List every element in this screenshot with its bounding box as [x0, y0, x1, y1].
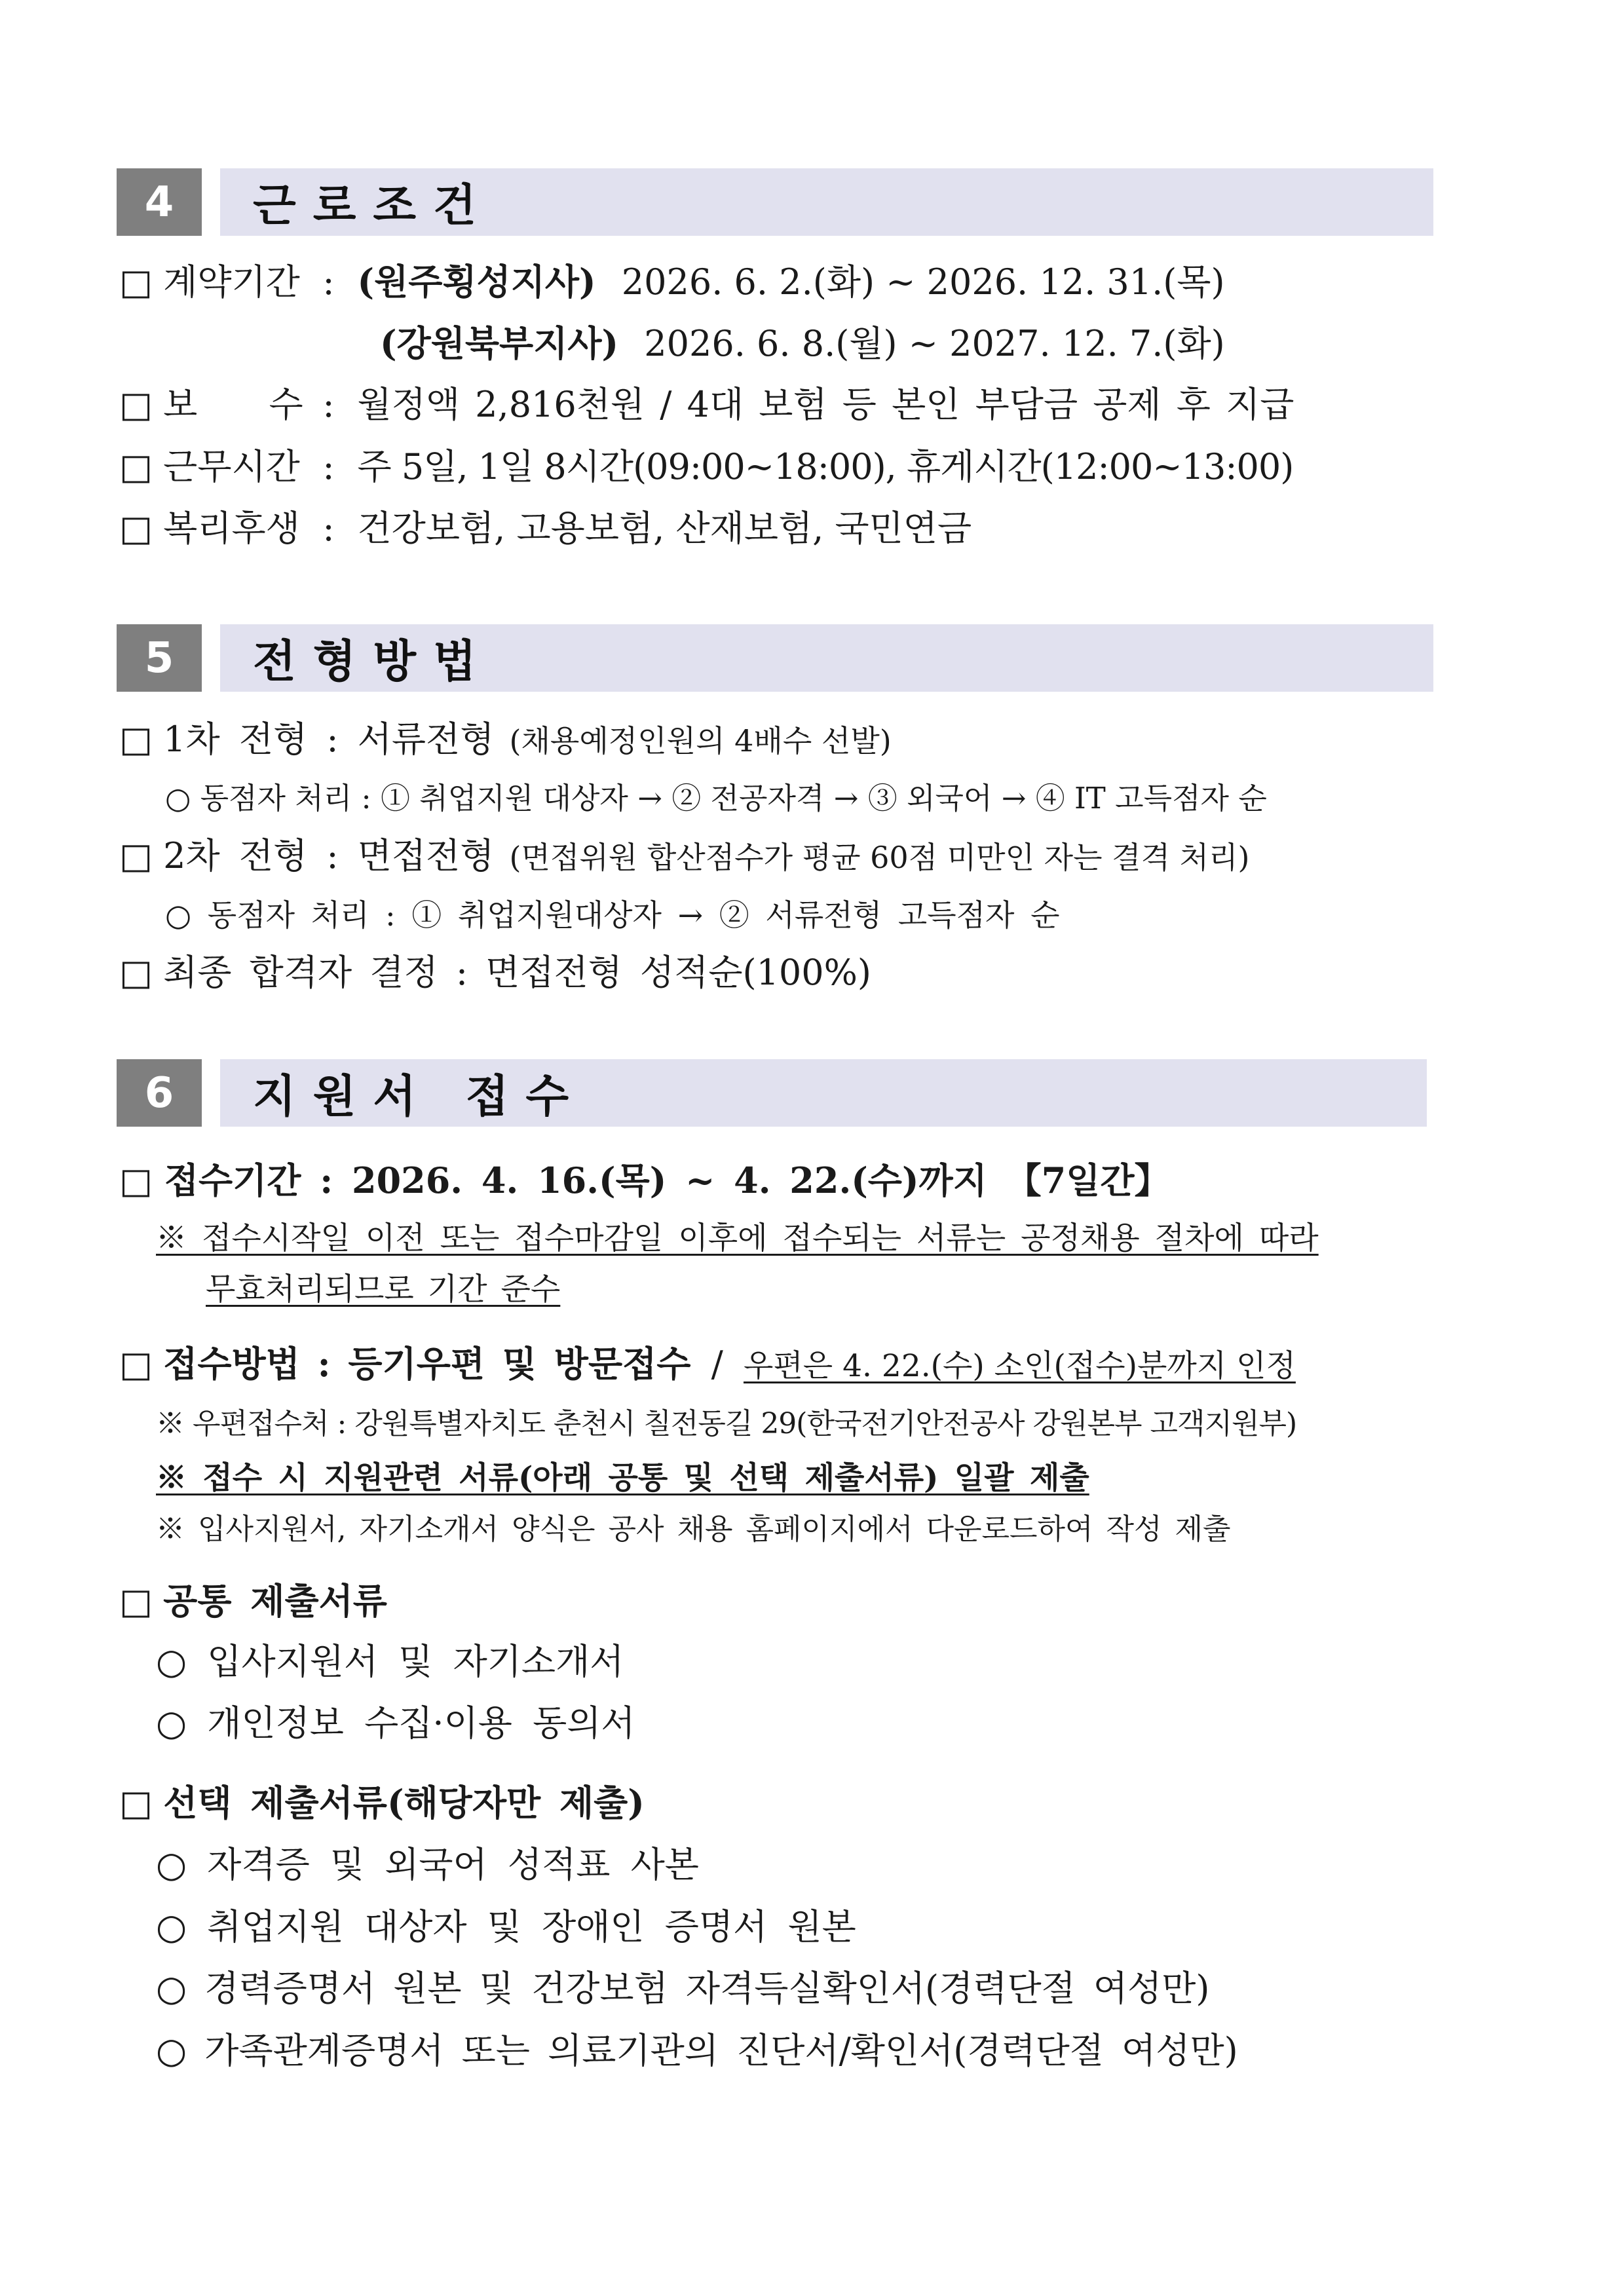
submit-note: ※ 접수 시 지원관련 서류(아래 공통 및 선택 제출서류) 일괄 제출	[156, 1460, 1089, 1496]
section-number: 6	[117, 1059, 202, 1127]
checkbox-icon: □	[119, 384, 153, 425]
checkbox-icon: □	[119, 446, 153, 487]
final-line	[119, 952, 871, 993]
colon: :	[322, 261, 335, 303]
welfare-label: 복리후생	[163, 508, 300, 549]
optional-docs-label: 선택 제출서류(해당자만 제출)	[163, 1782, 645, 1824]
period-wonju: 2026. 6. 2.(화) ~ 2026. 12. 31.(목)	[621, 261, 1225, 303]
salary-value: 월정액 2,816천원 / 4대 보험 등 본인 부담금 공제 후 지급	[357, 384, 1294, 425]
first-stage-label: 1차 전형 : 서류전형	[163, 719, 495, 760]
list-item: ○ 자격증 및 외국어 성적표 사본	[156, 1844, 699, 1885]
period-note-2: 무효처리되므로 기간 준수	[206, 1271, 561, 1307]
colon: :	[322, 508, 335, 549]
hours-line	[119, 446, 1294, 487]
checkbox-icon: □	[119, 835, 153, 876]
second-stage-tie: ○ 동점자 처리 : ① 취업지원대상자 → ② 서류전형 고득점자 순	[165, 897, 1060, 933]
checkbox-icon: □	[119, 719, 153, 760]
hours-label: 근무시간	[163, 446, 300, 487]
contract-label: 계약기간	[163, 261, 300, 303]
section-title: 지원서 접수	[220, 1059, 1427, 1127]
period-line	[119, 1159, 1170, 1201]
form-note: ※ 입사지원서, 자기소개서 양식은 공사 채용 홈페이지에서 다운로드하여 작성 제출	[156, 1512, 1231, 1546]
welfare-line	[119, 508, 972, 549]
separator: /	[711, 1343, 723, 1385]
salary-label: 보 수	[163, 384, 303, 425]
postal-deadline: 우편은 4. 22.(수) 소인(접수)분까지 인정	[743, 1348, 1296, 1384]
second-stage-detail: (면접위원 합산점수가 평균 60점 미만인 자는 결격 처리)	[509, 840, 1250, 875]
first-stage-line	[119, 719, 892, 760]
address-note: ※ 우편접수처 : 강원특별자치도 춘천시 칠전동길 29(한국전기안전공사 강원본부 고객지원부)	[156, 1407, 1297, 1440]
method-line	[119, 1343, 1296, 1385]
optional-docs-title	[119, 1782, 645, 1824]
checkbox-icon: □	[119, 508, 153, 549]
hours-value: 주 5일, 1일 8시간(09:00~18:00), 휴게시간(12:00~13:00)	[357, 446, 1294, 487]
list-item: ○ 개인정보 수집·이용 동의서	[156, 1702, 635, 1744]
period-note-1: ※ 접수시작일 이전 또는 접수마감일 이후에 접수되는 서류는 공정채용 절차에 따라	[156, 1220, 1319, 1256]
branch-north: (강원북부지사)	[380, 322, 619, 364]
contract-line-2	[380, 322, 1225, 364]
checkbox-icon: □	[119, 1782, 153, 1824]
section-number: 4	[117, 168, 202, 236]
colon: :	[322, 446, 335, 487]
section-title: 근로조건	[220, 168, 1433, 236]
contract-line-1	[119, 261, 1225, 303]
list-item: ○ 입사지원서 및 자기소개서	[156, 1641, 624, 1682]
second-stage-line	[119, 835, 1250, 876]
checkbox-icon: □	[119, 1581, 153, 1622]
period-text: 접수기간 : 2026. 4. 16.(목) ~ 4. 22.(수)까지 【7일간】	[164, 1159, 1170, 1201]
checkbox-icon: □	[119, 1160, 153, 1201]
first-stage-tie: ○ 동점자 처리 : ① 취업지원 대상자 → ② 전공자격 → ③ 외국어 → ④ IT 고득점자 순	[165, 781, 1267, 816]
section-title: 전형방법	[220, 624, 1433, 692]
checkbox-icon: □	[119, 261, 153, 303]
common-docs-label: 공통 제출서류	[163, 1580, 387, 1622]
final-label: 최종 합격자 결정 : 면접전형 성적순(100%)	[163, 952, 871, 993]
checkbox-icon: □	[119, 952, 153, 993]
second-stage-label: 2차 전형 : 면접전형	[163, 835, 495, 876]
salary-line	[119, 384, 1294, 425]
common-docs-title	[119, 1580, 387, 1622]
period-north: 2026. 6. 8.(월) ~ 2027. 12. 7.(화)	[644, 323, 1225, 364]
branch-wonju: (원주횡성지사)	[357, 261, 596, 303]
list-item: ○ 가족관계증명서 또는 의료기관의 진단서/확인서(경력단절 여성만)	[156, 2030, 1238, 2071]
first-stage-detail: (채용예정인원의 4배수 선발)	[509, 723, 892, 759]
method-text: 접수방법 : 등기우편 및 방문접수	[163, 1343, 691, 1385]
welfare-value: 건강보험, 고용보험, 산재보험, 국민연금	[357, 508, 972, 549]
list-item: ○ 경력증명서 원본 및 건강보험 자격득실확인서(경력단절 여성만)	[156, 1968, 1210, 2009]
checkbox-icon: □	[119, 1343, 153, 1385]
colon: :	[322, 384, 335, 425]
section-number: 5	[117, 624, 202, 692]
list-item: ○ 취업지원 대상자 및 장애인 증명서 원본	[156, 1906, 856, 1947]
